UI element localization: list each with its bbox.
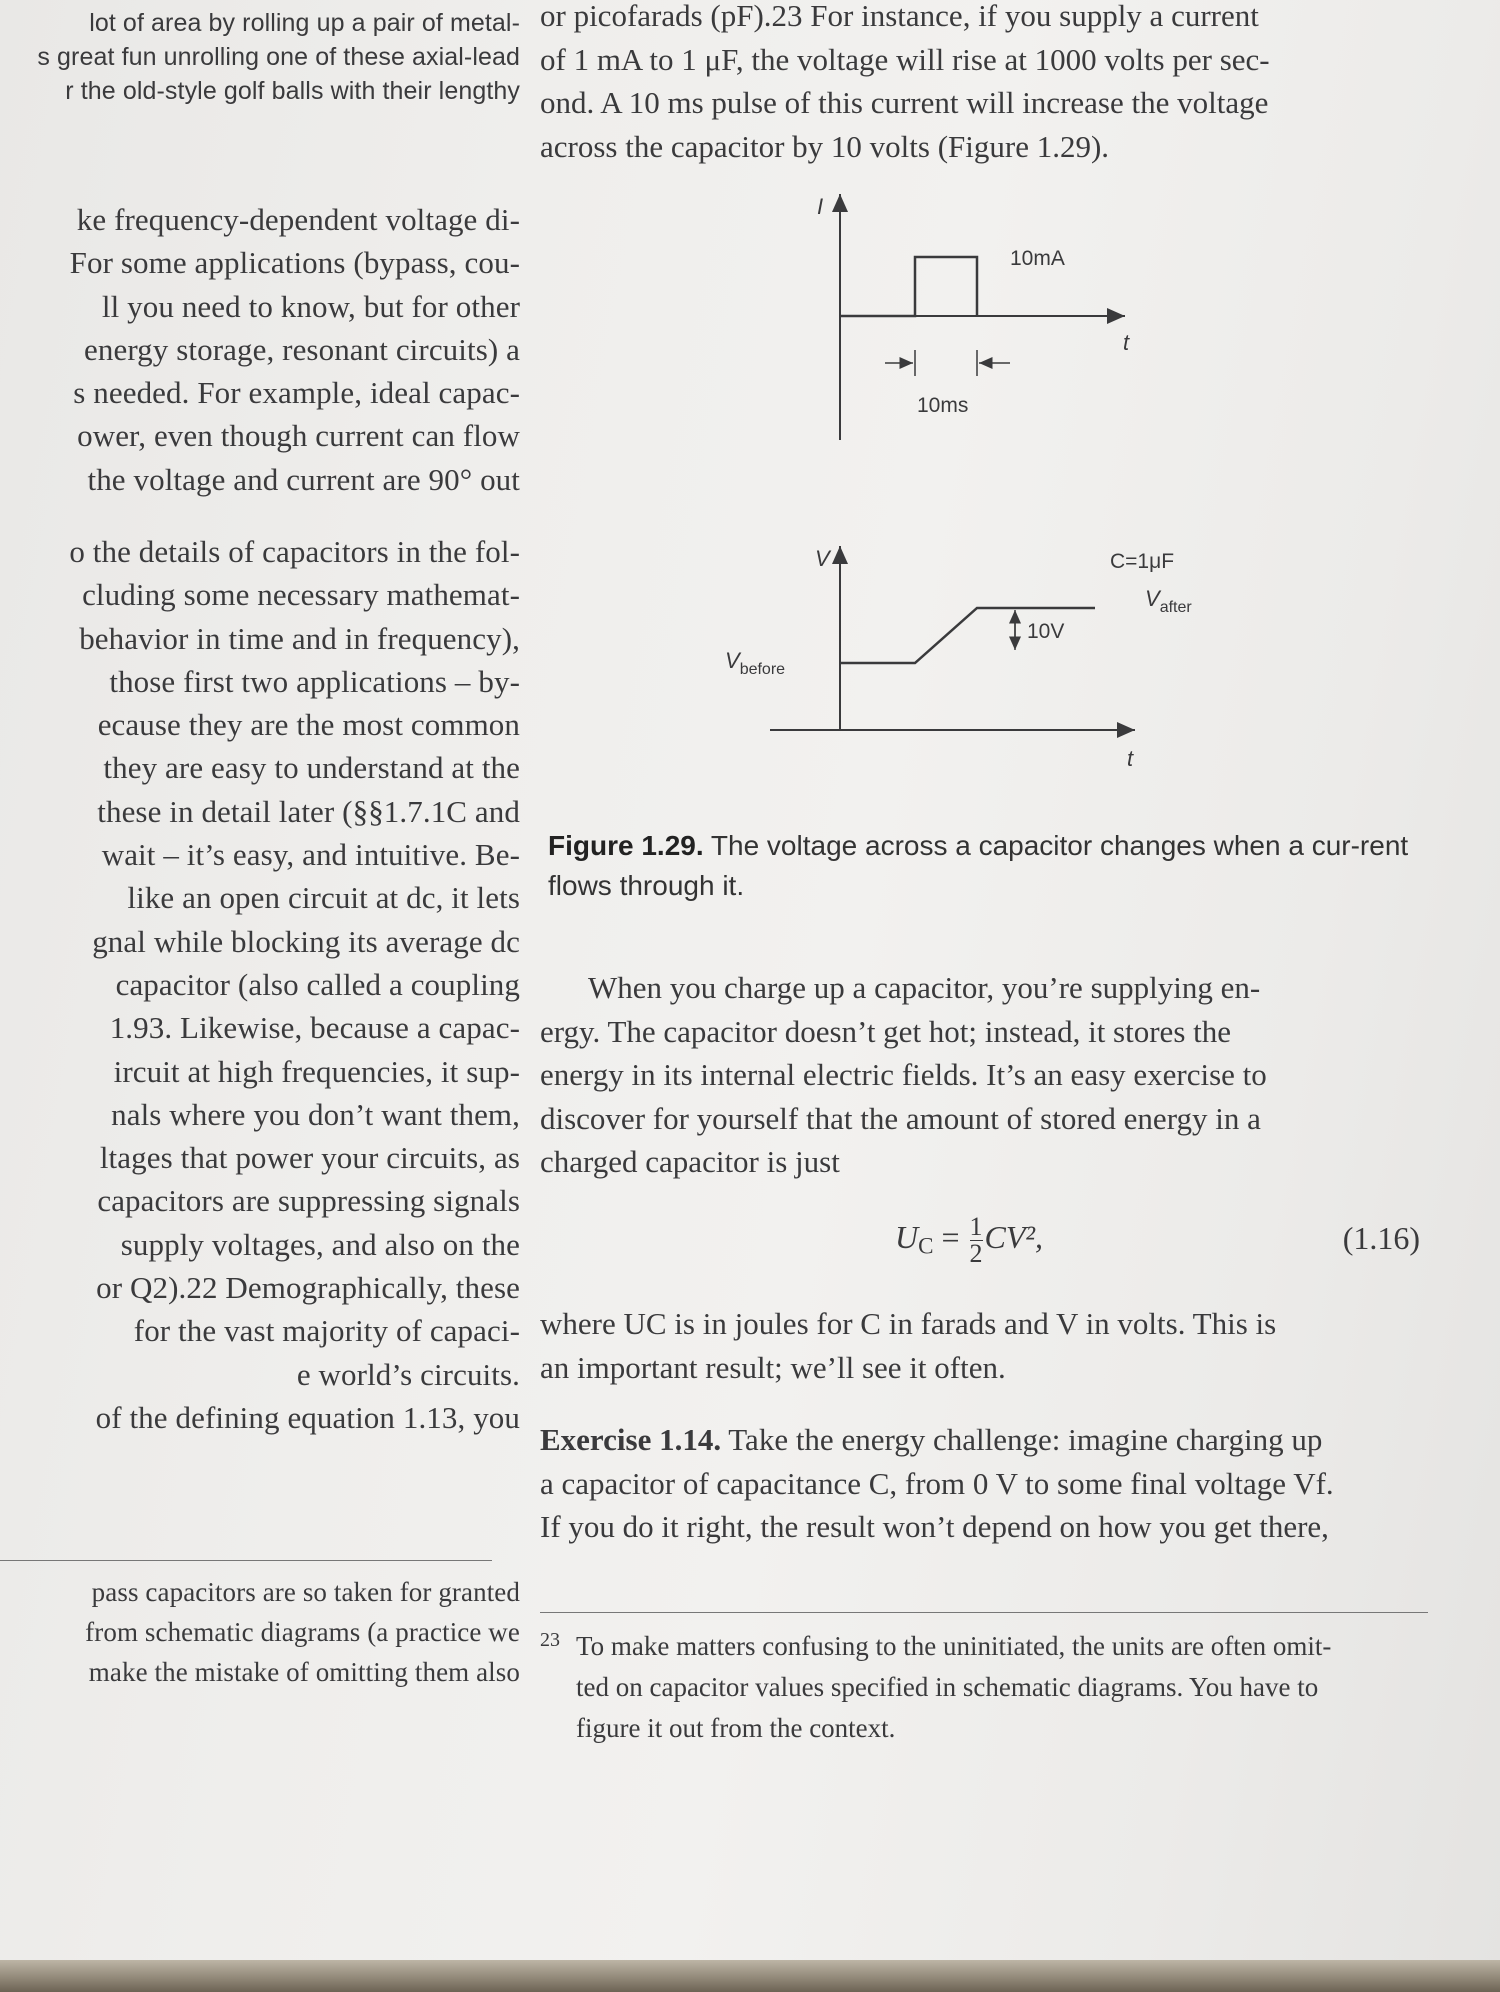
text-line: When you charge up a capacitor, you’re supplying en- [588,970,1261,1005]
text-line: across the capacitor by 10 volts (Figure 1.29). [540,128,1110,164]
text-line: For some applications (bypass, cou- [69,245,520,281]
text-line: ergy. The capacitor doesn’t get hot; instead, it stores the [540,1013,1232,1049]
text-line: If you do it right, the result won’t depend on how you get there, [540,1509,1329,1544]
current-time-label: t [1123,330,1130,355]
caption-label: Figure 1.29. [548,830,704,861]
text-line: capacitors are suppressing signals [97,1183,520,1219]
text-line: ower, even though current can flow [77,418,520,454]
page-bottom-edge [0,1960,1500,1992]
footnote-divider [540,1612,1428,1613]
text-line: ted on capacitor values specified in schematic diagrams. You have to [576,1672,1319,1702]
eq-lhs: U [895,1218,919,1255]
text-line: or Q2).22 Demographically, these [96,1270,520,1306]
text-line: energy in its internal electric fields. It’s an easy exercise to [540,1057,1267,1092]
v-before-label: $V_{before}$ [725,648,786,678]
exercise-text: Take the energy challenge: imagine charging up [721,1422,1323,1457]
text-line: these in detail later (§§1.7.1C and [97,793,520,829]
text-line: make the mistake of omitting them also [88,1657,520,1687]
left-paragraph-b [0,530,520,1439]
voltage-time-label: t [1127,746,1134,771]
footnote-body [540,1626,1425,1749]
footnote-mark: 23 [540,1629,560,1651]
text-line: ond. A 10 ms pulse of this current will increase the voltage [540,85,1269,120]
text-line: supply voltages, and also on the [120,1226,520,1262]
text-line: lot of area by rolling up a pair of metal- [89,9,520,37]
energy-paragraph [540,966,1420,1184]
text-line: charged capacitor is just [540,1144,840,1179]
text-line [540,1418,1420,1462]
capacitance-label: C=1μF [1110,550,1175,573]
voltage-plot [725,546,1192,771]
text-line: of 1 mA to 1 μF, the voltage will rise at 1000 volts per sec- [540,41,1270,77]
text-line: of the defining equation 1.13, you [95,1399,520,1435]
text-line: ke frequency-dependent voltage di- [76,202,520,237]
text-line: 1.93. Likewise, because a capac- [109,1010,520,1046]
equation-1-16 [540,1200,1420,1280]
eq-fraction [970,1214,983,1267]
text-line: energy storage, resonant circuits) a [84,331,520,367]
current-plot [817,194,1130,440]
text-line: ll you need to know, but for other [101,288,520,324]
text-line: they are easy to understand at the [103,750,520,786]
left-column [0,0,520,1760]
text-line: e world’s circuits. [296,1356,520,1392]
text-line: or picofarads (pF).23 For instance, if you supply a current [540,0,1259,33]
exercise-1-14 [540,1418,1420,1549]
text-line: r the old-style golf balls with their lengthy [65,77,520,105]
text-line: the voltage and current are 90° out [87,461,520,497]
footnote-23 [540,1626,1425,1749]
eq-denominator: 2 [969,1239,983,1268]
text-line: where UC is in joules for C in farads and V in volts. This is [540,1306,1277,1341]
caption-text: The voltage across a capacitor changes when a cur-rent flows through it. [548,830,1409,901]
pulse-duration-label: 10ms [917,394,969,417]
text-line: ecause they are the most common [97,707,520,743]
text-line: s great fun unrolling one of these axial-lead [37,43,520,71]
left-footnote [0,1572,520,1692]
text-line: s needed. For example, ideal capac- [73,375,520,411]
text-line: pass capacitors are so taken for granted [91,1577,520,1607]
text-line: ircuit at high frequencies, it sup- [113,1053,520,1089]
eq-equals: = [933,1218,968,1255]
left-paragraph-a [0,198,520,501]
text-line: from schematic diagrams (a practice we [85,1617,520,1647]
text-line: a capacitor of capacitance C, from 0 V to some final voltage Vf. [540,1465,1334,1501]
figure-caption [548,826,1428,906]
text-line: behavior in time and in frequency), [79,620,520,656]
voltage-step-label: 10V [1027,620,1065,643]
text-line: discover for yourself that the amount of stored energy in a [540,1100,1261,1136]
current-pulse [840,257,977,316]
left-top-paragraph [0,6,520,108]
footnote-divider [0,1560,492,1561]
text-line: To make matters confusing to the uninitiated, the units are often omit- [576,1631,1332,1661]
text-line: cluding some necessary mathemat- [82,577,520,613]
current-axis-label: I [817,194,824,219]
text-line: wait – it’s easy, and intuitive. Be- [101,837,520,873]
text-line: nals where you don’t want them, [111,1096,520,1132]
text-line: those first two applications – by- [109,663,520,699]
text-line: for the vast majority of capaci- [133,1313,520,1349]
where-paragraph [540,1302,1420,1389]
equation-body [895,1214,1043,1267]
text-line: ltages that power your circuits, as [99,1140,520,1176]
voltage-axis-label: V [815,546,830,571]
eq-lhs-sub: C [918,1232,934,1259]
eq-rhs: CV², [984,1218,1044,1255]
text-line: capacitor (also called a coupling [115,966,520,1002]
text-line: figure it out from the context. [576,1713,896,1743]
text-line: an important result; we’ll see it often. [540,1349,1006,1385]
figure-1-29 [725,190,1265,790]
eq-numerator: 1 [969,1212,983,1241]
intro-paragraph [540,0,1420,168]
v-after-label: $V_{after}$ [1145,586,1192,616]
equation-number: (1.16) [1342,1220,1420,1256]
text-line: gnal while blocking its average dc [92,923,520,959]
text-line: o the details of capacitors in the fol- [69,534,520,569]
pulse-amplitude-label: 10mA [1010,247,1065,270]
exercise-label: Exercise 1.14. [540,1422,722,1457]
text-line: like an open circuit at dc, it lets [127,880,520,916]
